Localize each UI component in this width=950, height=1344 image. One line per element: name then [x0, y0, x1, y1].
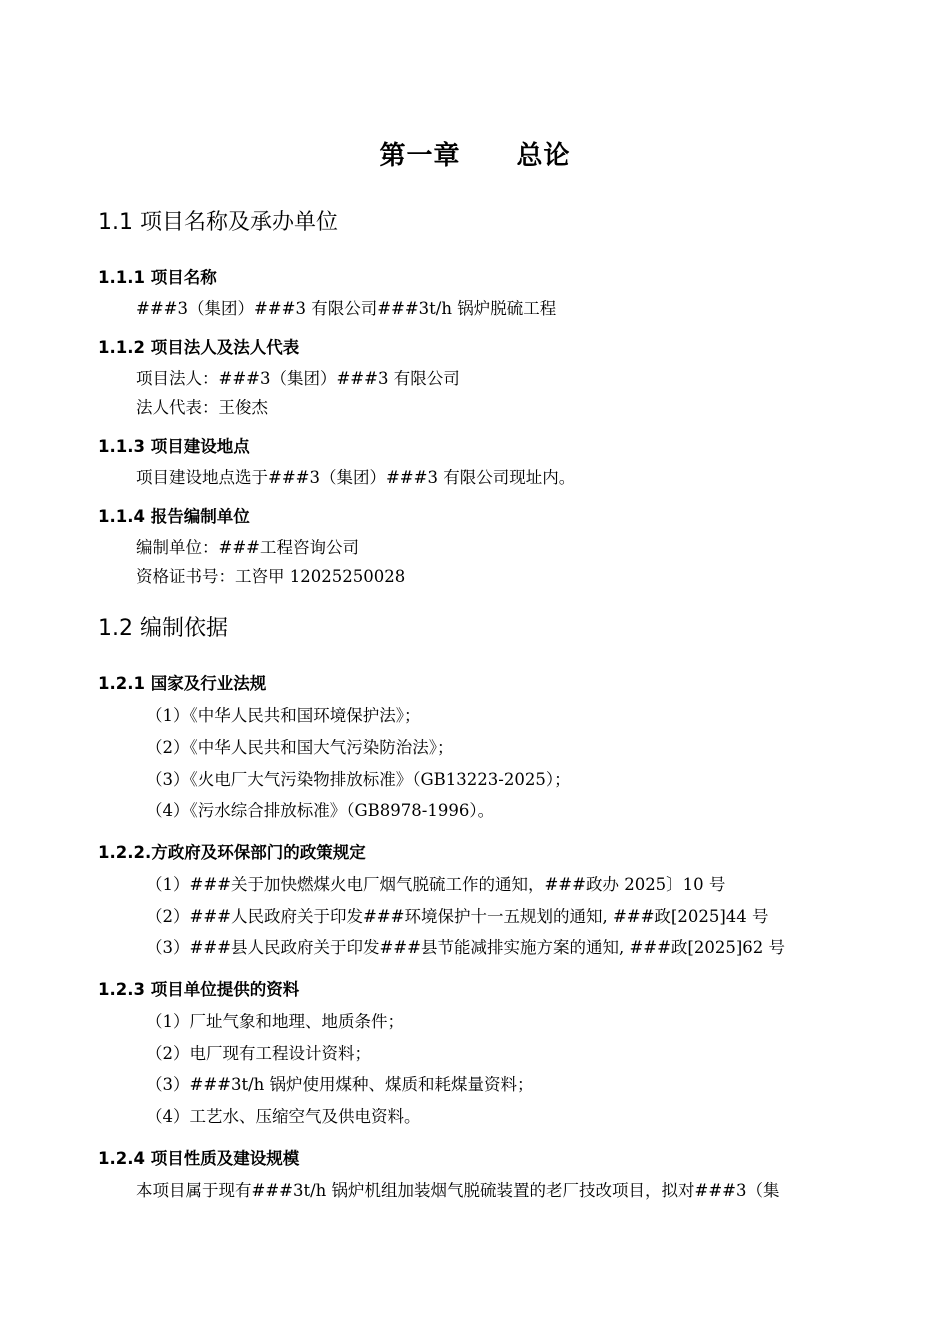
- chapter-number: 第一章: [379, 141, 461, 171]
- legal-representative-text: 法人代表：王俊杰: [136, 398, 268, 417]
- legal-entity-text: 项目法人：###3（集团）###3 有限公司: [136, 369, 460, 388]
- list-item: （1）厂址气象和地理、地质条件；: [146, 1012, 404, 1031]
- section-heading-1-1: 1.1 项目名称及承办单位: [98, 210, 338, 235]
- subsection-heading-1-2-4: 1.2.4 项目性质及建设规模: [98, 1149, 300, 1168]
- subsection-heading-1-2-2: 1.2.2.方政府及环保部门的政策规定: [98, 843, 366, 862]
- subsection-heading-1-1-4: 1.1.4 报告编制单位: [98, 507, 250, 526]
- subsection-heading-1-2-3: 1.2.3 项目单位提供的资料: [98, 980, 300, 999]
- subsection-heading-1-1-1: 1.1.1 项目名称: [98, 268, 217, 287]
- chapter-title: [0, 138, 950, 174]
- chapter-name: 总论: [516, 141, 571, 171]
- compiling-unit-text: 编制单位：###工程咨询公司: [136, 538, 359, 557]
- list-item: （2）电厂现有工程设计资料；: [146, 1044, 371, 1063]
- subsection-heading-1-2-1: 1.2.1 国家及行业法规: [98, 674, 267, 693]
- list-item: （3）###县人民政府关于印发###县节能减排实施方案的通知, ###政[2025]62 号: [146, 938, 786, 957]
- section-heading-1-2: 1.2 编制依据: [98, 616, 228, 641]
- list-item: （2）《中华人民共和国大气污染防治法》；: [146, 738, 454, 757]
- list-item: （3）###3t/h 锅炉使用煤种、煤质和耗煤量资料；: [146, 1075, 534, 1094]
- list-item: （2）###人民政府关于印发###环境保护十一五规划的通知, ###政[2025]44 号: [146, 907, 769, 926]
- subsection-heading-1-1-3: 1.1.3 项目建设地点: [98, 437, 250, 456]
- construction-site-text: 项目建设地点选于###3（集团）###3 有限公司现址内。: [136, 468, 576, 487]
- list-item: （1）###关于加快燃煤火电厂烟气脱硫工作的通知，###政办 2025〕10 号: [146, 875, 726, 894]
- project-name-text: ###3（集团）###3 有限公司###3t/h 锅炉脱硫工程: [136, 299, 557, 318]
- list-item: （1）《中华人民共和国环境保护法》；: [146, 706, 421, 725]
- list-item: （4）工艺水、压缩空气及供电资料。: [146, 1107, 421, 1126]
- list-item: （3）《火电厂大气污染物排放标准》（GB13223-2025）；: [146, 770, 571, 789]
- project-nature-text: 本项目属于现有###3t/h 锅炉机组加装烟气脱硫装置的老厂技改项目，拟对###3（集: [136, 1181, 780, 1200]
- qualification-cert-text: 资格证书号：工咨甲 12025250028: [136, 567, 406, 586]
- subsection-heading-1-1-2: 1.1.2 项目法人及法人代表: [98, 338, 300, 357]
- list-item: （4）《污水综合排放标准》（GB8978-1996）。: [146, 801, 495, 820]
